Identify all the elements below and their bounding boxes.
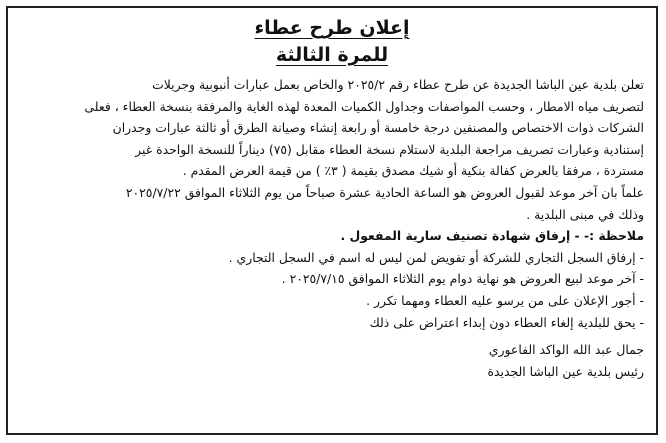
- body-line: علماً بان آخر موعد لقبول العروض هو الساعة الحادية عشرة صباحاً من يوم الثلاثاء الموافق ٢٠٢٥/٧/٢٢: [125, 184, 644, 200]
- body-line: وذلك في مبنى البلدية .: [526, 206, 644, 222]
- note-item: - أجور الإعلان على من يرسو عليه العطاء ومهما تكرر .: [366, 292, 644, 308]
- note-line: ملاحظة :- - إرفاق شهادة تصنيف سارية المفعول .: [340, 228, 644, 244]
- body-line: إستنادية وعبارات تصريف مراجعة البلدية لاستلام نسخة العطاء مقابل (٧٥) ديناراً للنسخة الواحدة غير: [135, 141, 644, 157]
- announcement-body: [20, 74, 644, 225]
- announcement-frame: [6, 6, 658, 435]
- announcement-subtitle: للمرة الثالثة: [275, 44, 389, 66]
- notes-list: [20, 247, 644, 333]
- announcement-content: [20, 14, 644, 427]
- note-item: - إرفاق السجل التجاري للشركة أو تفويض لمن ليس له اسم في السجل التجاري .: [228, 249, 644, 265]
- note-item: - يحق للبلدية إلغاء العطاء دون إبداء اعتراض على ذلك: [369, 314, 644, 330]
- signatory-name: جمال عبد الله الواكد الفاعوري: [488, 342, 644, 358]
- body-line: الشركات ذوات الاختصاص والمصنفين درجة خامسة أو رابعة إنشاء وصيانة الطرق أو ثالثة عبارات وجدران: [112, 120, 644, 136]
- note-item: - آخر موعد لبيع العروض هو نهاية دوام يوم الثلاثاء الموافق ٢٠٢٥/٧/١٥ .: [281, 271, 644, 287]
- signature-block: [20, 339, 644, 383]
- signatory-position: رئيس بلدية عين الباشا الجديدة: [487, 364, 644, 380]
- body-line: تعلن بلدية عين الباشا الجديدة عن طرح عطاء رقم ٢٠٢٥/٢ والخاص بعمل عبارات أنبوبية وجريلات: [152, 77, 644, 92]
- announcement-title: إعلان طرح عطاء: [254, 17, 410, 39]
- body-line: لتصريف مياه الامطار ، وحسب المواصفات وجداول الكميات المعدة لهذه الغاية والمرفقة بنسخة العطاء ، فعلى: [84, 98, 644, 114]
- body-line: مستردة ، مرفقا بالعرض كفالة بنكية أو شيك مصدق بقيمة ( ٣٪ ) من قيمة العرض المقدم .: [182, 163, 644, 179]
